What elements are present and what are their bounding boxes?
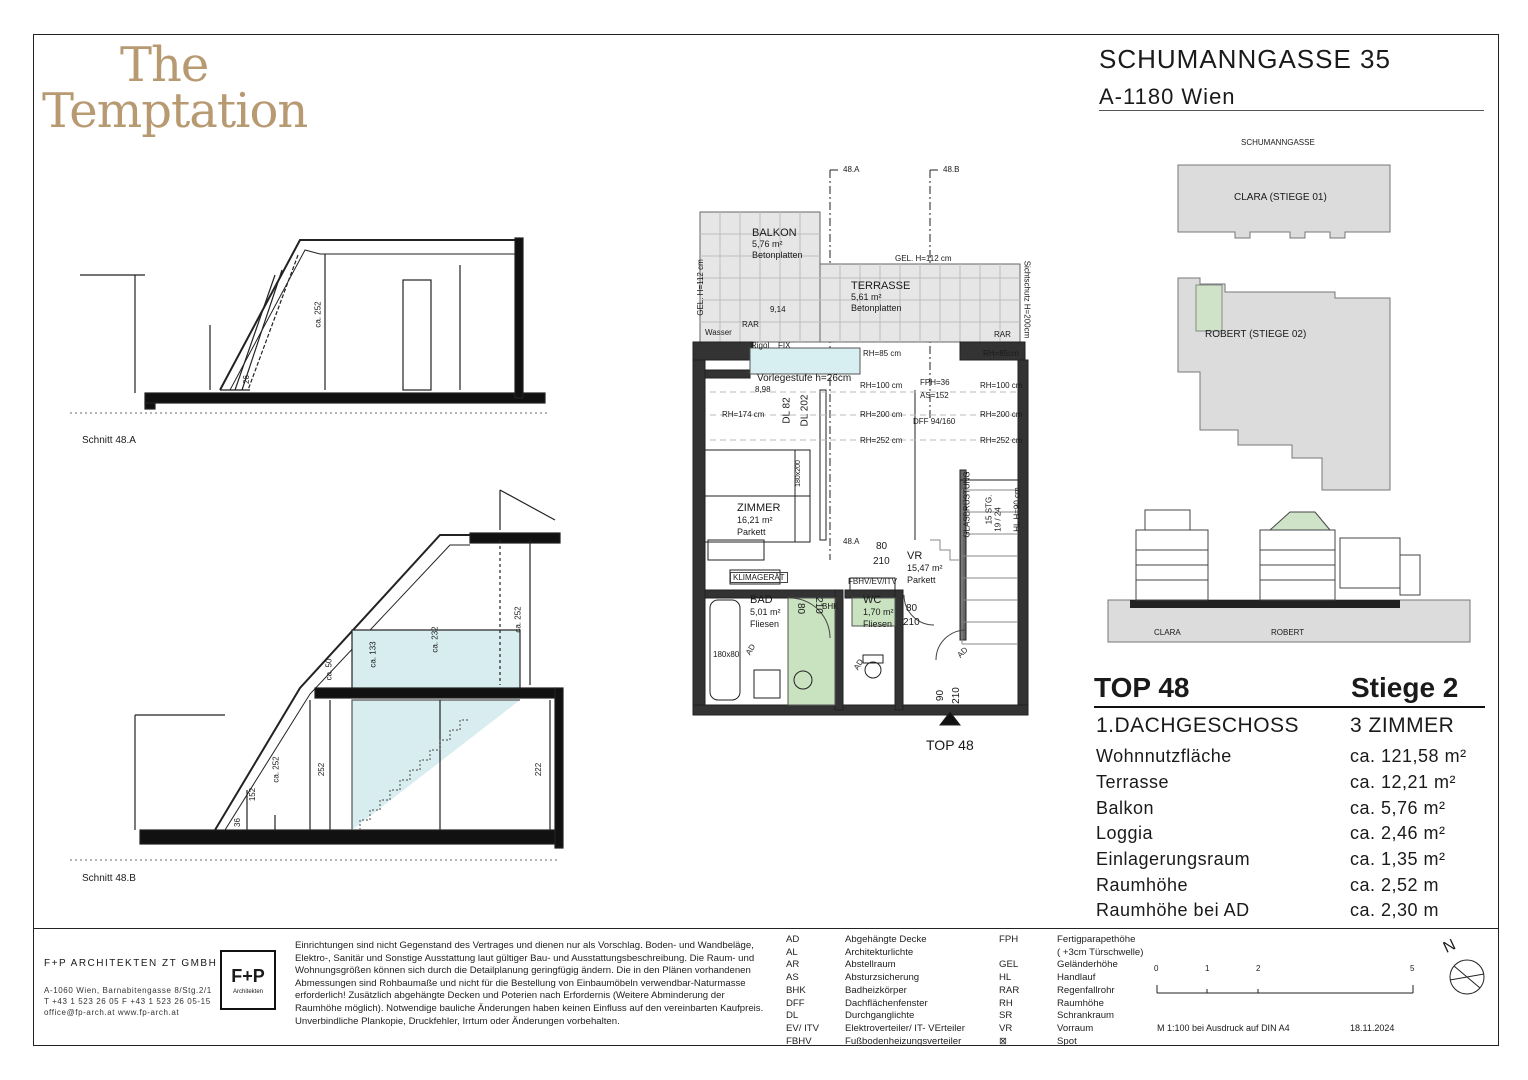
bad-name: BAD [750, 594, 773, 606]
legend-abbr: VR [999, 1022, 1013, 1034]
legend-text: Raumhöhe [1057, 997, 1104, 1009]
section-b-dim-5: ca. 252 [271, 756, 281, 783]
balkon-area: 5,76 m² [752, 239, 783, 249]
section-b-dim-9: 36 [232, 818, 242, 827]
bad-area: 5,01 m² [750, 607, 781, 617]
gel-left-label: GEL. H=112 cm [695, 259, 705, 316]
wasser-label: Wasser [705, 328, 732, 337]
as-label: AS=152 [920, 391, 949, 400]
vr-area: 15,47 m² [907, 563, 943, 573]
zimmer-area: 16,21 m² [737, 515, 773, 525]
room-zimmer [737, 502, 780, 538]
door-height-3: 210 [903, 617, 920, 628]
area-label: Terrasse [1096, 772, 1170, 792]
legend-text: Fußbodenheizungsverteiler [845, 1035, 962, 1047]
zimmer-name: ZIMMER [737, 502, 781, 514]
scale-tick-1: 1 [1205, 964, 1210, 973]
door-width-3: 80 [906, 603, 918, 614]
vr-name: VR [907, 550, 923, 562]
legend-abbr: GEL [999, 959, 1019, 971]
area-label: Wohnnutzfläche [1096, 746, 1232, 766]
north-label: N [1440, 936, 1459, 957]
axis-48a-label-2: 48.A [843, 537, 860, 546]
section-a-label: Schnitt 48.A [82, 435, 136, 446]
logo-line-2: Temptation [42, 83, 308, 139]
rh100-label-1: RH=100 cm [860, 381, 903, 390]
balkon-name: BALKON [752, 227, 797, 239]
section-b-dim-3: ca. 133 [368, 641, 378, 668]
unit-floor: 1.DACHGESCHOSS [1096, 714, 1300, 737]
floor-plan [690, 160, 1050, 760]
wc-floor: Fliesen [863, 619, 893, 629]
gel-top-label: GEL. H=112 cm [895, 254, 952, 263]
legend-text: Geländerhöhe [1057, 959, 1118, 971]
scale-text: M 1:100 bei Ausdruck auf DIN A4 [1157, 1023, 1290, 1033]
plan-top-label: TOP 48 [926, 737, 974, 753]
area-label: Raumhöhe [1096, 875, 1189, 895]
section-b-dim-7: 222 [534, 762, 544, 777]
legend-abbr: RAR [999, 984, 1020, 996]
rh85-label-1: RH=85 cm [863, 349, 902, 358]
room-vr [907, 550, 943, 586]
stairs-count-label: 15 STG. [984, 494, 994, 525]
legend-abbr [999, 947, 1019, 960]
rh85-label-2: RH=85cm [983, 349, 1019, 358]
unit-rooms: 3 ZIMMER [1350, 714, 1455, 737]
section-b-dim-2: ca. 252 [513, 606, 523, 633]
legend-text: Abstellraum [845, 959, 896, 971]
door-height-1: 210 [873, 556, 890, 567]
section-a-dim2: 26 [241, 375, 251, 384]
tub-size-label: 180x80 [713, 650, 740, 659]
area-label: Balkon [1096, 798, 1155, 818]
bad-floor: Fliesen [750, 619, 780, 629]
terrasse-area: 5,61 m² [851, 292, 882, 302]
area-value: ca. 2,30 m [1350, 900, 1440, 920]
axis-48a-label: 48.A [843, 165, 860, 174]
legend-text: Vorraum [1057, 1022, 1094, 1034]
legend-abbr: AS [786, 972, 799, 984]
address-divider [1099, 110, 1484, 111]
area-value: ca. 12,21 m² [1350, 772, 1457, 792]
terrasse-floor: Betonplatten [851, 303, 902, 313]
area-label: Einlagerungsraum [1096, 849, 1251, 869]
legend-abbr: SR [999, 1010, 1013, 1022]
legend-text: Abgehängte Decke [845, 934, 927, 945]
room-terrasse [851, 281, 910, 314]
legend-text: Durchganglichte [845, 1010, 915, 1022]
legend-abbr: AR [786, 959, 800, 971]
section-b-dim-1: ca. 232 [430, 626, 440, 653]
dl82-label: DL 82 [781, 397, 793, 424]
vr-floor: Parkett [907, 575, 936, 585]
brand-logo [42, 37, 308, 139]
dff-label: DFF 94/160 [913, 417, 956, 426]
area-label: Raumhöhe bei AD [1096, 900, 1250, 920]
dl202-label: DL 202 [799, 394, 811, 427]
spot-icon: ⊠ [999, 1035, 1008, 1047]
rh200-label-2: RH=200 cm [980, 410, 1023, 419]
section-b-dim-8: 152 [248, 787, 258, 802]
legend-text: Absturzsicherung [845, 972, 920, 984]
scale-bar [1150, 975, 1430, 1001]
legend-abbr: EV/ ITV [786, 1022, 820, 1034]
elev-clara-label: CLARA [1154, 628, 1181, 637]
fix-label: FIX [778, 341, 791, 350]
unit-divider [1094, 706, 1485, 708]
legend-text: Handlauf [1057, 972, 1096, 984]
rar-label-2: RAR [994, 330, 1011, 339]
door-height-2: 210 [812, 597, 824, 614]
rh174-label: RH=174 cm [722, 410, 765, 419]
room-wc [863, 594, 894, 630]
glasbruestung-label: GLASBRÜSTUNG [962, 471, 972, 538]
legend-abbr: HL [999, 972, 1012, 984]
site-street-label: SCHUMANNGASSE [1241, 138, 1315, 147]
scale-tick-2: 2 [1256, 964, 1261, 973]
legend-abbr: DFF [786, 997, 805, 1009]
ad-label-3: AD [955, 645, 970, 660]
legend-text: Elektroverteiler/ IT- VErteiler [845, 1022, 965, 1034]
fbhv-label: FBHV/EV/ITV [848, 577, 897, 586]
firm-logo [220, 950, 276, 1010]
legend-text: Spot [1057, 1035, 1077, 1047]
area-value: ca. 121,58 m² [1350, 746, 1467, 766]
unit-stiege-title: Stiege 2 [1351, 672, 1459, 703]
site-plan [1100, 150, 1480, 650]
zimmer-floor: Parkett [737, 527, 766, 537]
area-value: ca. 2,52 m [1350, 875, 1440, 895]
legend-text: Badheizkörper [845, 984, 907, 996]
legend-text: Dachflächenfenster [845, 997, 928, 1009]
firm-name: F+P ARCHITEKTEN ZT GMBH [44, 958, 218, 969]
site-robert-label: ROBERT (STIEGE 02) [1205, 329, 1307, 340]
rar-label-1: RAR [742, 320, 759, 329]
handlauf-label: HL H=90 cm [1012, 487, 1022, 532]
firm-contact [44, 985, 212, 1018]
legend-abbr: AD [786, 934, 800, 945]
scale-tick-5: 5 [1410, 964, 1415, 973]
unit-top-title: TOP 48 [1094, 672, 1190, 703]
rh252-label-1: RH=252 cm [860, 436, 903, 445]
rigol-label: Rigol [751, 341, 770, 350]
site-clara-label: CLARA (STIEGE 01) [1234, 192, 1327, 203]
legend-abbr: FPH [999, 934, 1019, 945]
terrasse-name: TERRASSE [851, 280, 911, 292]
rh252-label-2: RH=252 cm [980, 436, 1023, 445]
area-value: ca. 2,46 m² [1350, 823, 1446, 843]
logo-line-1: The [120, 37, 209, 93]
legend-abbr: FBHV [786, 1035, 812, 1047]
area-value: ca. 5,76 m² [1350, 798, 1446, 818]
level-label: 9,14 [770, 305, 786, 314]
section-b-dim-4: ca. 50 [324, 658, 334, 681]
wc-name: WC [863, 594, 882, 606]
area-label: Loggia [1096, 823, 1154, 843]
legend-text-col-1 [845, 934, 965, 1048]
legend-abbr: DL [786, 1010, 799, 1022]
door-width-2: 80 [795, 602, 807, 615]
firm-phone: T +43 1 523 26 05 F +43 1 523 26 05-15 [44, 997, 211, 1006]
area-value: ca. 1,35 m² [1350, 849, 1446, 869]
elev-robert-label: ROBERT [1271, 628, 1305, 637]
footer-divider [33, 928, 1499, 929]
firm-web: office@fp-arch.at www.fp-arch.at [44, 1008, 180, 1017]
vorlegestufe-label: Vorlegestufe h=26cm [757, 373, 852, 384]
firm-logo-text: F+P [231, 966, 265, 986]
fph-label: FPH=36 [920, 378, 950, 387]
legend-abbr: RH [999, 997, 1013, 1009]
balkon-floor: Betonplatten [752, 250, 803, 260]
rh100-label-2: RH=100 cm [980, 381, 1023, 390]
klima-label: KLIMAGERÄT [730, 572, 788, 583]
legend-text: Architekturlichte [845, 946, 914, 958]
legend-text: Schrankraum [1057, 1010, 1115, 1022]
legend-abbr: BHK [786, 984, 806, 996]
room-balkon [752, 228, 803, 261]
plan-date: 18.11.2024 [1350, 1023, 1395, 1033]
wc-area: 1,70 m² [863, 607, 894, 617]
bed-size-label: 180x200 [794, 460, 802, 487]
legend-text-col-2 [1057, 934, 1143, 1048]
address-street: SCHUMANNGASSE 35 [1099, 44, 1391, 74]
stairs-ratio-label: 19 / 24 [993, 507, 1003, 532]
axis-48b-label: 48.B [943, 165, 960, 174]
scale-tick-0: 0 [1154, 964, 1159, 973]
legend-abbr-col-2 [999, 934, 1019, 1048]
door-height-4: 210 [950, 687, 962, 704]
ad-label-2: AD [851, 657, 866, 672]
door-width-4: 90 [935, 689, 947, 702]
room-bad [750, 594, 781, 630]
sichtschutz-label: Sichtschutz H=200cm [1022, 260, 1032, 339]
level-label-2: 8,98 [755, 385, 771, 394]
disclaimer-text: Einrichtungen sind nicht Gegenstand des Vertrages und dienen nur als Vorschlag. Boden- und Wandbeläge, Elektro-, Sanitär und Sonstige Ausstattung laut gültiger Bau- und Ausstattungsbeschreibung. Die Raum- und Wohnungsgrößen können sich durch die Detailplanung geringfügig ändern. Die in den Plänen vorhandenen Abmessungen sind Rohbaumaße und nicht für die Bestellung von Einbaumöbeln verwendbar-Naturmasse erforderlich! Zusätzlich abgehängte Decken und Poterien nach Erfordernis (Weitere Abminderung der Raumhöhe möglich). Notwendige bauliche Änderungen haben keinen Einfluss auf den vereinbarten Kaufpreis. Unverbindliche Plankopie, Druckfehler, Irrtum oder Änderungen vorbehalten. [295, 940, 764, 1027]
section-b-label: Schnitt 48.B [82, 873, 136, 884]
legend-abbr-col-1 [786, 934, 819, 1048]
section-b-dim-6: 252 [317, 762, 327, 777]
firm-address: A-1060 Wien, Barnabitengasse 8/Stg.2/1 [44, 986, 212, 995]
legend-text: ( +3cm Türschwelle) [1057, 946, 1144, 958]
section-a-dim: ca. 252 [313, 301, 323, 328]
bhk-label: BHK [822, 602, 839, 611]
address-city: A-1180 Wien [1099, 84, 1236, 109]
legend-text: Fertigparapethöhe [1057, 934, 1136, 945]
firm-logo-sub: Architekten [232, 989, 263, 995]
legend-text: Regenfallrohr [1057, 984, 1115, 996]
rh200-label-1: RH=200 cm [860, 410, 903, 419]
ad-label-1: AD [743, 642, 758, 657]
legend-abbr: AL [786, 946, 798, 958]
door-width-1: 80 [876, 541, 888, 552]
